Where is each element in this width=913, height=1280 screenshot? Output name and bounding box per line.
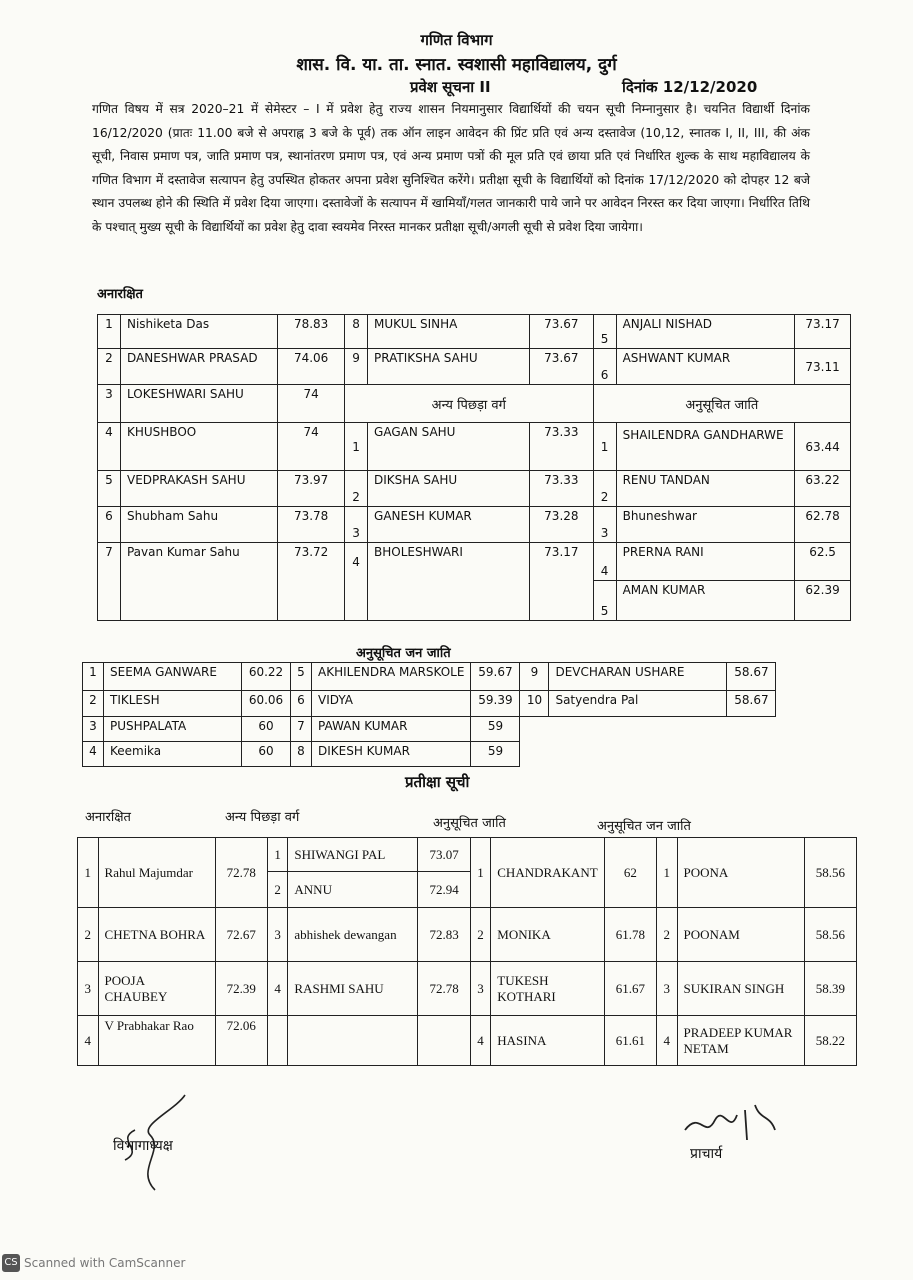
table-row (83, 717, 776, 742)
student-name: AMAN KUMAR (616, 581, 795, 621)
serial: 2 (98, 349, 121, 385)
serial: 7 (98, 543, 121, 621)
marks: 59 (471, 717, 520, 742)
marks: 60.22 (242, 663, 291, 691)
marks: 72.78 (418, 962, 470, 1016)
table-row (98, 423, 851, 471)
serial: 4 (656, 1016, 677, 1066)
table-row (98, 471, 851, 507)
marks: 73.33 (530, 423, 594, 471)
student-name: MUKUL SINHA (368, 315, 530, 349)
student-name: BHOLESHWARI (368, 543, 530, 621)
marks: 62.5 (795, 543, 851, 581)
serial: 2 (470, 908, 491, 962)
sc-header: अनुसूचित जाति (593, 385, 850, 423)
instructions-paragraph: गणित विषय में सत्र 2020–21 में सेमेस्टर – I में प्रवेश हेतु राज्य शासन नियमानुसार विद्यार्थियों की चयन सूची निम्नानुसार है। चयनित विद्यार्थी दिनांक 16/12/2020 (प्रातः 11.00 बजे से अपराह्न 3 बजे के पूर्व) तक ऑन लाइन आवेदन की प्रिंट प्रति एवं अन्य दस्तावेज (10,12, स्नातक I, II, III, की अंक सूची, निवास प्रमाण पत्र, जाति प्रमाण पत्र, स्थानांतरण प्रमाण पत्र, एवं अन्य प्रमाण पत्रों की मूल प्रति एवं छाया प्रति एवं निर्धारित शुल्क के साथ महाविद्यालय के गणित विभाग में दस्तावेज सत्यापन हेतु उपस्थित होकतर अपना प्रवेश सुनिश्चित करेंगे। प्रतीक्षा सूची के विद्यार्थियों को दिनांक 17/12/2020 को दोपहर 12 बजे स्थान उपलब्ध होने की स्थिति में प्रवेश दिया जाएगा। दस्तावेजों के सत्यापन में खामियाँ/गलत जानकारी पाये जाने पर आवेदन निरस्त कर दिया जाएगा। निर्धारित तिथि के पश्चात् मुख्य सूची के विद्यार्थियों का प्रवेश हेतु दावा स्वयमेव निरस्त मानकर प्रतीक्षा सूची/अगली सूची से प्रवेश दिया जायेगा। (92, 102, 810, 234)
student-name: abhishek dewangan (288, 908, 418, 962)
serial: 1 (267, 838, 288, 872)
obc-header: अन्य पिछड़ा वर्ग (345, 385, 594, 423)
marks: 60 (242, 742, 291, 767)
marks: 73.72 (278, 543, 345, 621)
student-name: HASINA (491, 1016, 604, 1066)
marks: 73.67 (530, 349, 594, 385)
serial: 1 (345, 423, 368, 471)
student-name: V Prabhakar Rao (98, 1016, 215, 1066)
marks: 74 (278, 385, 345, 423)
student-name: POONA (677, 838, 804, 908)
serial: 5 (593, 581, 616, 621)
serial: 2 (345, 471, 368, 507)
marks: 58.56 (804, 908, 856, 962)
department-title: गणित विभाग (420, 31, 493, 49)
marks: 60.06 (242, 691, 291, 717)
serial: 3 (98, 385, 121, 423)
student-name: DIKESH KUMAR (312, 742, 471, 767)
student-name: Satyendra Pal (549, 691, 727, 717)
serial: 2 (656, 908, 677, 962)
serial: 1 (98, 315, 121, 349)
marks: 61.61 (604, 1016, 656, 1066)
marks: 74.06 (278, 349, 345, 385)
empty-cell (288, 1016, 418, 1066)
student-name: CHETNA BOHRA (98, 908, 215, 962)
marks: 58.56 (804, 838, 856, 908)
student-name: AKHILENDRA MARSKOLE (312, 663, 471, 691)
marks: 73.28 (530, 507, 594, 543)
table-row (78, 1016, 857, 1066)
student-name: TUKESH KOTHARI (491, 962, 604, 1016)
student-name: SEEMA GANWARE (104, 663, 242, 691)
marks: 72.94 (418, 872, 470, 908)
serial: 3 (78, 962, 99, 1016)
marks: 73.11 (795, 349, 851, 385)
notice-date: दिनांक 12/12/2020 (622, 78, 758, 96)
table-row (78, 962, 857, 1016)
main-list-table (97, 314, 851, 621)
student-name: Pavan Kumar Sahu (120, 543, 277, 621)
marks: 72.06 (215, 1016, 267, 1066)
student-name: Bhuneshwar (616, 507, 795, 543)
serial: 4 (83, 742, 104, 767)
student-name: POONAM (677, 908, 804, 962)
marks: 63.22 (795, 471, 851, 507)
camscanner-watermark (2, 1254, 185, 1272)
waiting-label-st: अनुसूचित जन जाति (597, 819, 691, 834)
marks: 72.83 (418, 908, 470, 962)
student-name: SHIWANGI PAL (288, 838, 418, 872)
student-name: GANESH KUMAR (368, 507, 530, 543)
marks: 72.39 (215, 962, 267, 1016)
notice-title: प्रवेश सूचना II (410, 78, 491, 96)
section-label-unreserved: अनारक्षित (97, 287, 143, 302)
student-name: PRATIKSHA SAHU (368, 349, 530, 385)
empty-cell (418, 1016, 470, 1066)
waiting-label-obc: अन्य पिछड़ा वर्ग (225, 810, 300, 825)
serial: 2 (593, 471, 616, 507)
marks: 73.97 (278, 471, 345, 507)
serial: 4 (593, 543, 616, 581)
marks: 59 (471, 742, 520, 767)
serial: 3 (267, 908, 288, 962)
table-row (98, 507, 851, 543)
student-name: DIKSHA SAHU (368, 471, 530, 507)
principal-signature-label: प्राचार्य (690, 1146, 723, 1162)
student-name: ASHWANT KUMAR (616, 349, 795, 385)
marks: 73.67 (530, 315, 594, 349)
student-name: SHAILENDRA GANDHARWE (616, 423, 795, 471)
serial: 4 (78, 1016, 99, 1066)
waiting-list-table (77, 837, 857, 1066)
hod-signature-label: विभागाध्यक्ष (113, 1138, 173, 1154)
serial: 7 (291, 717, 312, 742)
student-name: Keemika (104, 742, 242, 767)
serial: 3 (345, 507, 368, 543)
marks: 72.78 (215, 838, 267, 908)
student-name: RASHMI SAHU (288, 962, 418, 1016)
college-name: शास. वि. या. ता. स्नात. स्वशासी महाविद्यालय, दुर्ग (296, 55, 617, 75)
student-name: ANJALI NISHAD (616, 315, 795, 349)
student-name: PUSHPALATA (104, 717, 242, 742)
watermark-text: Scanned with CamScanner (24, 1256, 186, 1270)
marks: 73.17 (530, 543, 594, 621)
table-row (98, 543, 851, 581)
marks: 73.07 (418, 838, 470, 872)
student-name: Shubham Sahu (120, 507, 277, 543)
marks: 61.67 (604, 962, 656, 1016)
serial: 2 (83, 691, 104, 717)
student-name: PRERNA RANI (616, 543, 795, 581)
serial: 8 (345, 315, 368, 349)
serial: 3 (593, 507, 616, 543)
empty-cell (520, 717, 776, 767)
serial: 4 (98, 423, 121, 471)
serial: 3 (470, 962, 491, 1016)
table-row (83, 663, 776, 691)
student-name: ANNU (288, 872, 418, 908)
marks: 73.17 (795, 315, 851, 349)
marks: 61.78 (604, 908, 656, 962)
serial: 5 (593, 315, 616, 349)
serial: 1 (78, 838, 99, 908)
serial: 2 (78, 908, 99, 962)
waiting-label-unreserved: अनारक्षित (85, 810, 131, 825)
serial: 2 (267, 872, 288, 908)
waiting-list-title: प्रतीक्षा सूची (405, 773, 470, 791)
marks: 59.39 (471, 691, 520, 717)
student-name: GAGAN SAHU (368, 423, 530, 471)
student-name: PRADEEP KUMAR NETAM (677, 1016, 804, 1066)
serial: 5 (98, 471, 121, 507)
serial: 1 (83, 663, 104, 691)
marks: 72.67 (215, 908, 267, 962)
student-name: VIDYA (312, 691, 471, 717)
student-name: MONIKA (491, 908, 604, 962)
table-row (98, 349, 851, 385)
marks: 58.67 (727, 691, 776, 717)
student-name: POOJA CHAUBEY (98, 962, 215, 1016)
student-name: RENU TANDAN (616, 471, 795, 507)
student-name: SUKIRAN SINGH (677, 962, 804, 1016)
marks: 63.44 (795, 423, 851, 471)
serial: 6 (98, 507, 121, 543)
student-name: DANESHWAR PRASAD (120, 349, 277, 385)
marks: 73.78 (278, 507, 345, 543)
marks: 62 (604, 838, 656, 908)
serial: 9 (345, 349, 368, 385)
student-name: TIKLESH (104, 691, 242, 717)
serial: 4 (345, 543, 368, 621)
serial: 3 (656, 962, 677, 1016)
serial: 10 (520, 691, 549, 717)
marks: 58.22 (804, 1016, 856, 1066)
student-name: LOKESHWARI SAHU (120, 385, 277, 423)
waiting-label-sc: अनुसूचित जाति (433, 816, 506, 831)
table-row (98, 385, 851, 423)
marks: 74 (278, 423, 345, 471)
serial: 5 (291, 663, 312, 691)
table-row (98, 315, 851, 349)
serial: 4 (267, 962, 288, 1016)
st-header: अनुसूचित जन जाति (356, 646, 451, 661)
serial: 9 (520, 663, 549, 691)
table-row (78, 838, 857, 872)
empty-cell (267, 1016, 288, 1066)
student-name: Nishiketa Das (120, 315, 277, 349)
marks: 58.39 (804, 962, 856, 1016)
marks: 73.33 (530, 471, 594, 507)
st-table (82, 662, 776, 767)
serial: 4 (470, 1016, 491, 1066)
student-name: CHANDRAKANT (491, 838, 604, 908)
camscanner-logo-icon: CS (2, 1254, 20, 1272)
serial: 1 (656, 838, 677, 908)
serial: 1 (593, 423, 616, 471)
serial: 6 (291, 691, 312, 717)
marks: 60 (242, 717, 291, 742)
serial: 1 (470, 838, 491, 908)
marks: 62.39 (795, 581, 851, 621)
marks: 59.67 (471, 663, 520, 691)
marks: 62.78 (795, 507, 851, 543)
student-name: VEDPRAKASH SAHU (120, 471, 277, 507)
table-row (83, 691, 776, 717)
serial: 3 (83, 717, 104, 742)
serial: 8 (291, 742, 312, 767)
student-name: KHUSHBOO (120, 423, 277, 471)
marks: 58.67 (727, 663, 776, 691)
table-row (78, 908, 857, 962)
student-name: DEVCHARAN USHARE (549, 663, 727, 691)
student-name: PAWAN KUMAR (312, 717, 471, 742)
marks: 78.83 (278, 315, 345, 349)
student-name: Rahul Majumdar (98, 838, 215, 908)
serial: 6 (593, 349, 616, 385)
